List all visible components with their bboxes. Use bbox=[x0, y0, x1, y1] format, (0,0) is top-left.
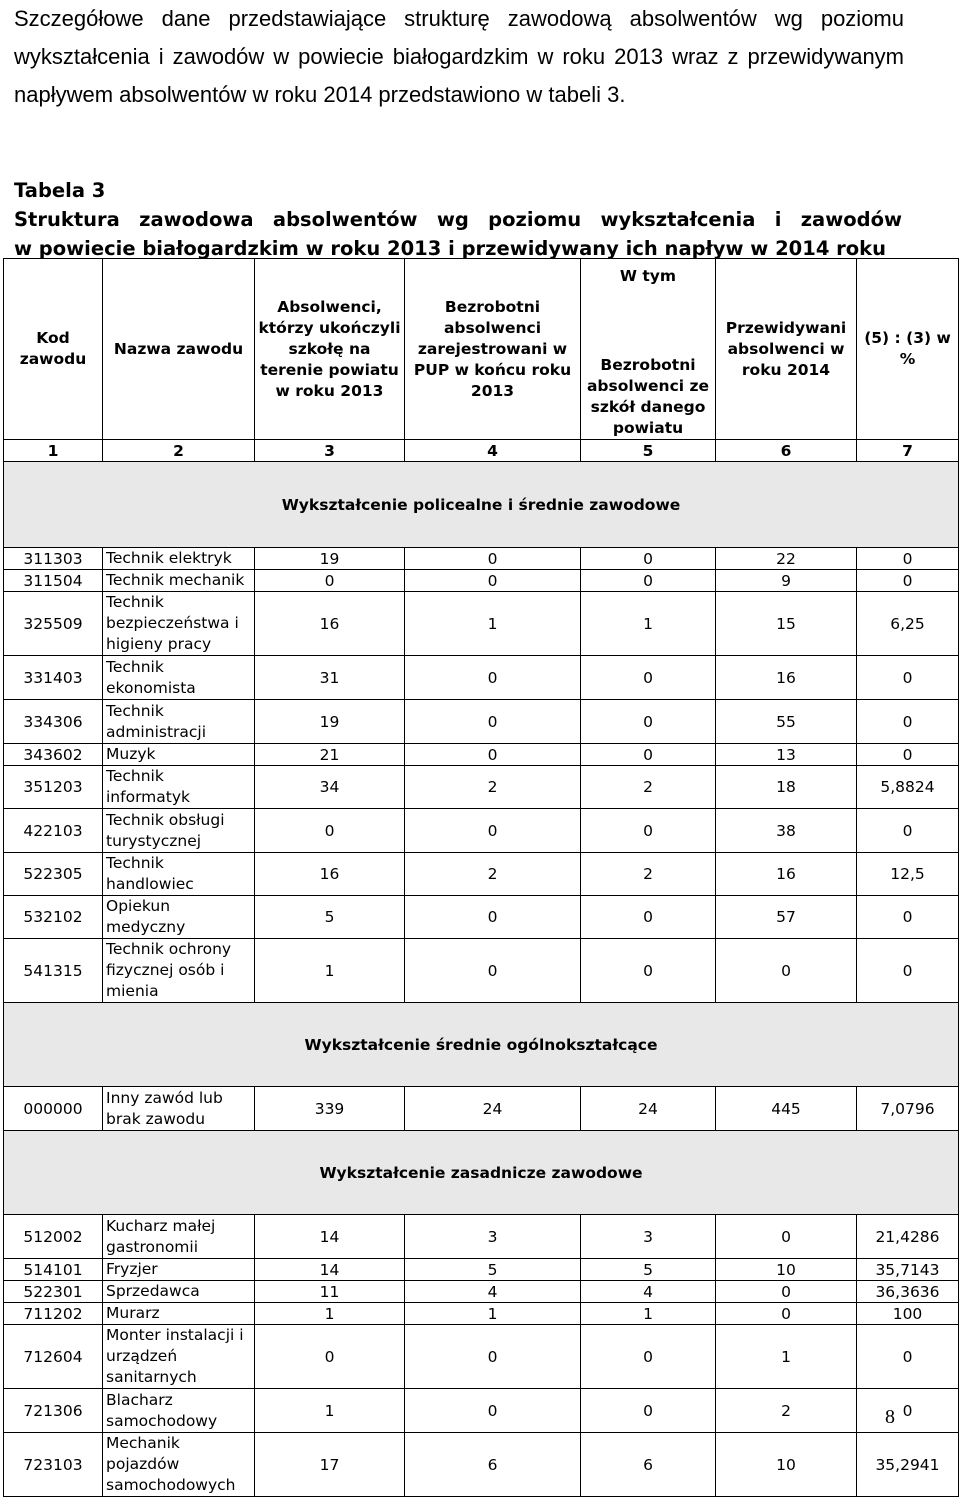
cell-ratio: 7,0796 bbox=[857, 1087, 959, 1131]
table-number: Tabela 3 bbox=[14, 179, 106, 202]
cell-absolwenci: 0 bbox=[255, 1325, 405, 1389]
cell-bezrobotni: 0 bbox=[405, 1389, 581, 1433]
cell-bezrobotni-szkol: 0 bbox=[581, 809, 716, 853]
cell-kod: 325509 bbox=[4, 592, 103, 656]
cell-bezrobotni-szkol: 2 bbox=[581, 766, 716, 809]
cell-bezrobotni: 0 bbox=[405, 700, 581, 744]
cell-absolwenci: 14 bbox=[255, 1259, 405, 1281]
cell-bezrobotni: 0 bbox=[405, 809, 581, 853]
cell-przewidywani: 16 bbox=[716, 853, 857, 896]
cell-kod: 334306 bbox=[4, 700, 103, 744]
column-index-cell: 3 bbox=[255, 440, 405, 462]
cell-nazwa: Technik informatyk bbox=[103, 766, 255, 809]
cell-absolwenci: 1 bbox=[255, 1303, 405, 1325]
table-row bbox=[4, 744, 959, 766]
cell-nazwa: Inny zawód lub brak zawodu bbox=[103, 1087, 255, 1131]
cell-przewidywani: 16 bbox=[716, 656, 857, 700]
cell-ratio: 21,4286 bbox=[857, 1215, 959, 1259]
section-header-row bbox=[4, 1003, 959, 1087]
cell-kod: 422103 bbox=[4, 809, 103, 853]
column-index-cell: 2 bbox=[103, 440, 255, 462]
column-index-cell: 1 bbox=[4, 440, 103, 462]
cell-bezrobotni-szkol: 3 bbox=[581, 1215, 716, 1259]
cell-przewidywani: 15 bbox=[716, 592, 857, 656]
section-title: Wykształcenie średnie ogólnokształcące bbox=[4, 1003, 959, 1087]
table-row bbox=[4, 853, 959, 896]
header-bezrobotni-szkol: Bezrobotni absolwenci ze szkół danego powiatu bbox=[581, 295, 716, 440]
cell-bezrobotni: 5 bbox=[405, 1259, 581, 1281]
cell-przewidywani: 22 bbox=[716, 548, 857, 570]
cell-nazwa: Technik obsługi turystycznej bbox=[103, 809, 255, 853]
cell-przewidywani: 445 bbox=[716, 1087, 857, 1131]
cell-nazwa: Technik mechanik bbox=[103, 570, 255, 592]
cell-absolwenci: 17 bbox=[255, 1433, 405, 1497]
column-index-cell: 4 bbox=[405, 440, 581, 462]
table-body bbox=[4, 462, 959, 1497]
cell-bezrobotni-szkol: 5 bbox=[581, 1259, 716, 1281]
cell-bezrobotni: 0 bbox=[405, 1325, 581, 1389]
cell-bezrobotni: 3 bbox=[405, 1215, 581, 1259]
table-row bbox=[4, 592, 959, 656]
table-row bbox=[4, 939, 959, 1003]
table-row bbox=[4, 1215, 959, 1259]
cell-kod: 723103 bbox=[4, 1433, 103, 1497]
cell-przewidywani: 57 bbox=[716, 896, 857, 939]
intro-paragraph bbox=[14, 0, 904, 114]
cell-bezrobotni: 24 bbox=[405, 1087, 581, 1131]
intro-text: Szczegółowe dane przedstawiające strukturę zawodową absolwentów wg poziomu wykształcenia i zawodów w powiecie białogardzkim w roku 2013 wraz z przewidywanym napływem absolwentów w roku 2014 przedstawiono w tabeli 3. bbox=[14, 6, 904, 107]
cell-bezrobotni-szkol: 0 bbox=[581, 700, 716, 744]
cell-nazwa: Kucharz małej gastronomii bbox=[103, 1215, 255, 1259]
cell-kod: 311303 bbox=[4, 548, 103, 570]
cell-bezrobotni-szkol: 0 bbox=[581, 896, 716, 939]
occupation-table bbox=[3, 258, 959, 1497]
cell-absolwenci: 0 bbox=[255, 809, 405, 853]
header-absolwenci: Absolwenci, którzy ukończyli szkołę na terenie powiatu w roku 2013 bbox=[255, 259, 405, 440]
cell-ratio: 0 bbox=[857, 939, 959, 1003]
cell-kod: 721306 bbox=[4, 1389, 103, 1433]
cell-absolwenci: 16 bbox=[255, 592, 405, 656]
cell-kod: 522301 bbox=[4, 1281, 103, 1303]
table-row bbox=[4, 1281, 959, 1303]
cell-bezrobotni: 6 bbox=[405, 1433, 581, 1497]
table-row bbox=[4, 766, 959, 809]
cell-nazwa: Murarz bbox=[103, 1303, 255, 1325]
section-title: Wykształcenie zasadnicze zawodowe bbox=[4, 1131, 959, 1215]
cell-kod: 512002 bbox=[4, 1215, 103, 1259]
section-header-row bbox=[4, 1131, 959, 1215]
cell-absolwenci: 31 bbox=[255, 656, 405, 700]
cell-absolwenci: 14 bbox=[255, 1215, 405, 1259]
cell-przewidywani: 10 bbox=[716, 1433, 857, 1497]
cell-bezrobotni-szkol: 0 bbox=[581, 1389, 716, 1433]
table-row bbox=[4, 656, 959, 700]
cell-przewidywani: 38 bbox=[716, 809, 857, 853]
cell-absolwenci: 1 bbox=[255, 1389, 405, 1433]
cell-nazwa: Sprzedawca bbox=[103, 1281, 255, 1303]
cell-nazwa: Blacharz samochodowy bbox=[103, 1389, 255, 1433]
cell-bezrobotni-szkol: 0 bbox=[581, 744, 716, 766]
cell-przewidywani: 13 bbox=[716, 744, 857, 766]
cell-ratio: 6,25 bbox=[857, 592, 959, 656]
cell-kod: 532102 bbox=[4, 896, 103, 939]
cell-bezrobotni-szkol: 4 bbox=[581, 1281, 716, 1303]
cell-absolwenci: 339 bbox=[255, 1087, 405, 1131]
cell-ratio: 35,2941 bbox=[857, 1433, 959, 1497]
column-index-cell: 5 bbox=[581, 440, 716, 462]
cell-kod: 712604 bbox=[4, 1325, 103, 1389]
section-header-row bbox=[4, 462, 959, 548]
table-title-line2: w powiecie białogardzkim w roku 2013 i przewidywany ich napływ w 2014 roku bbox=[14, 237, 887, 260]
cell-ratio: 0 bbox=[857, 548, 959, 570]
cell-bezrobotni-szkol: 2 bbox=[581, 853, 716, 896]
cell-ratio: 12,5 bbox=[857, 853, 959, 896]
cell-ratio: 0 bbox=[857, 809, 959, 853]
cell-bezrobotni-szkol: 24 bbox=[581, 1087, 716, 1131]
cell-bezrobotni-szkol: 0 bbox=[581, 656, 716, 700]
table-row bbox=[4, 1303, 959, 1325]
cell-przewidywani: 0 bbox=[716, 1281, 857, 1303]
page-number: 8 bbox=[885, 1406, 895, 1428]
cell-absolwenci: 16 bbox=[255, 853, 405, 896]
cell-bezrobotni-szkol: 0 bbox=[581, 1325, 716, 1389]
cell-absolwenci: 21 bbox=[255, 744, 405, 766]
table-row bbox=[4, 1087, 959, 1131]
cell-ratio: 0 bbox=[857, 744, 959, 766]
header-nazwa: Nazwa zawodu bbox=[103, 259, 255, 440]
cell-nazwa: Technik ochrony fizycznej osób i mienia bbox=[103, 939, 255, 1003]
table-row bbox=[4, 896, 959, 939]
cell-bezrobotni: 2 bbox=[405, 766, 581, 809]
table-row bbox=[4, 570, 959, 592]
table-title-line1: Struktura zawodowa absolwentów wg poziomu wykształcenia i zawodów bbox=[14, 208, 902, 231]
cell-bezrobotni: 2 bbox=[405, 853, 581, 896]
cell-nazwa: Fryzjer bbox=[103, 1259, 255, 1281]
cell-nazwa: Opiekun medyczny bbox=[103, 896, 255, 939]
cell-bezrobotni: 0 bbox=[405, 570, 581, 592]
cell-nazwa: Technik administracji bbox=[103, 700, 255, 744]
cell-nazwa: Technik ekonomista bbox=[103, 656, 255, 700]
cell-absolwenci: 1 bbox=[255, 939, 405, 1003]
cell-ratio: 0 bbox=[857, 656, 959, 700]
cell-absolwenci: 19 bbox=[255, 548, 405, 570]
cell-ratio: 0 bbox=[857, 896, 959, 939]
column-index-row bbox=[4, 440, 959, 462]
cell-kod: 522305 bbox=[4, 853, 103, 896]
cell-przewidywani: 2 bbox=[716, 1389, 857, 1433]
cell-ratio: 100 bbox=[857, 1303, 959, 1325]
column-index-cell: 7 bbox=[857, 440, 959, 462]
cell-absolwenci: 19 bbox=[255, 700, 405, 744]
cell-bezrobotni: 1 bbox=[405, 1303, 581, 1325]
cell-kod: 331403 bbox=[4, 656, 103, 700]
cell-bezrobotni: 1 bbox=[405, 592, 581, 656]
header-bezrobotni: Bezrobotni absolwenci zarejestrowani w PUP w końcu roku 2013 bbox=[405, 259, 581, 440]
cell-nazwa: Technik elektryk bbox=[103, 548, 255, 570]
cell-kod: 000000 bbox=[4, 1087, 103, 1131]
header-kod: Kod zawodu bbox=[4, 259, 103, 440]
cell-kod: 541315 bbox=[4, 939, 103, 1003]
table-row bbox=[4, 809, 959, 853]
table-row bbox=[4, 548, 959, 570]
section-title: Wykształcenie policealne i średnie zawodowe bbox=[4, 462, 959, 548]
cell-bezrobotni-szkol: 6 bbox=[581, 1433, 716, 1497]
cell-ratio: 0 bbox=[857, 700, 959, 744]
cell-przewidywani: 0 bbox=[716, 939, 857, 1003]
cell-bezrobotni-szkol: 0 bbox=[581, 548, 716, 570]
cell-absolwenci: 11 bbox=[255, 1281, 405, 1303]
table-row bbox=[4, 1325, 959, 1389]
cell-bezrobotni-szkol: 0 bbox=[581, 570, 716, 592]
cell-przewidywani: 55 bbox=[716, 700, 857, 744]
cell-ratio: 36,3636 bbox=[857, 1281, 959, 1303]
cell-bezrobotni: 0 bbox=[405, 744, 581, 766]
cell-absolwenci: 0 bbox=[255, 570, 405, 592]
table-row bbox=[4, 1389, 959, 1433]
cell-ratio: 0 bbox=[857, 570, 959, 592]
cell-kod: 711202 bbox=[4, 1303, 103, 1325]
cell-ratio: 0 bbox=[857, 1325, 959, 1389]
table-row bbox=[4, 700, 959, 744]
header-ratio: (5) : (3) w % bbox=[857, 259, 959, 440]
cell-kod: 311504 bbox=[4, 570, 103, 592]
cell-absolwenci: 5 bbox=[255, 896, 405, 939]
cell-nazwa: Technik handlowiec bbox=[103, 853, 255, 896]
cell-bezrobotni: 0 bbox=[405, 939, 581, 1003]
cell-ratio: 35,7143 bbox=[857, 1259, 959, 1281]
cell-bezrobotni: 0 bbox=[405, 656, 581, 700]
cell-bezrobotni-szkol: 0 bbox=[581, 939, 716, 1003]
table-row bbox=[4, 1259, 959, 1281]
cell-bezrobotni-szkol: 1 bbox=[581, 1303, 716, 1325]
cell-przewidywani: 0 bbox=[716, 1303, 857, 1325]
cell-absolwenci: 34 bbox=[255, 766, 405, 809]
cell-nazwa: Mechanik pojazdów samochodowych bbox=[103, 1433, 255, 1497]
cell-kod: 343602 bbox=[4, 744, 103, 766]
cell-nazwa: Monter instalacji i urządzeń sanitarnych bbox=[103, 1325, 255, 1389]
cell-ratio: 0 bbox=[857, 1389, 959, 1433]
cell-przewidywani: 10 bbox=[716, 1259, 857, 1281]
header-przewidywani: Przewidywani absolwenci w roku 2014 bbox=[716, 259, 857, 440]
cell-bezrobotni-szkol: 1 bbox=[581, 592, 716, 656]
column-index-cell: 6 bbox=[716, 440, 857, 462]
cell-bezrobotni: 0 bbox=[405, 548, 581, 570]
cell-bezrobotni: 0 bbox=[405, 896, 581, 939]
cell-przewidywani: 0 bbox=[716, 1215, 857, 1259]
table-row bbox=[4, 1433, 959, 1497]
cell-bezrobotni: 4 bbox=[405, 1281, 581, 1303]
cell-nazwa: Muzyk bbox=[103, 744, 255, 766]
cell-przewidywani: 1 bbox=[716, 1325, 857, 1389]
cell-ratio: 5,8824 bbox=[857, 766, 959, 809]
cell-kod: 514101 bbox=[4, 1259, 103, 1281]
cell-przewidywani: 9 bbox=[716, 570, 857, 592]
cell-przewidywani: 18 bbox=[716, 766, 857, 809]
header-w-tym: W tym bbox=[581, 259, 716, 295]
cell-kod: 351203 bbox=[4, 766, 103, 809]
table-caption bbox=[14, 176, 902, 263]
cell-nazwa: Technik bezpieczeństwa i higieny pracy bbox=[103, 592, 255, 656]
